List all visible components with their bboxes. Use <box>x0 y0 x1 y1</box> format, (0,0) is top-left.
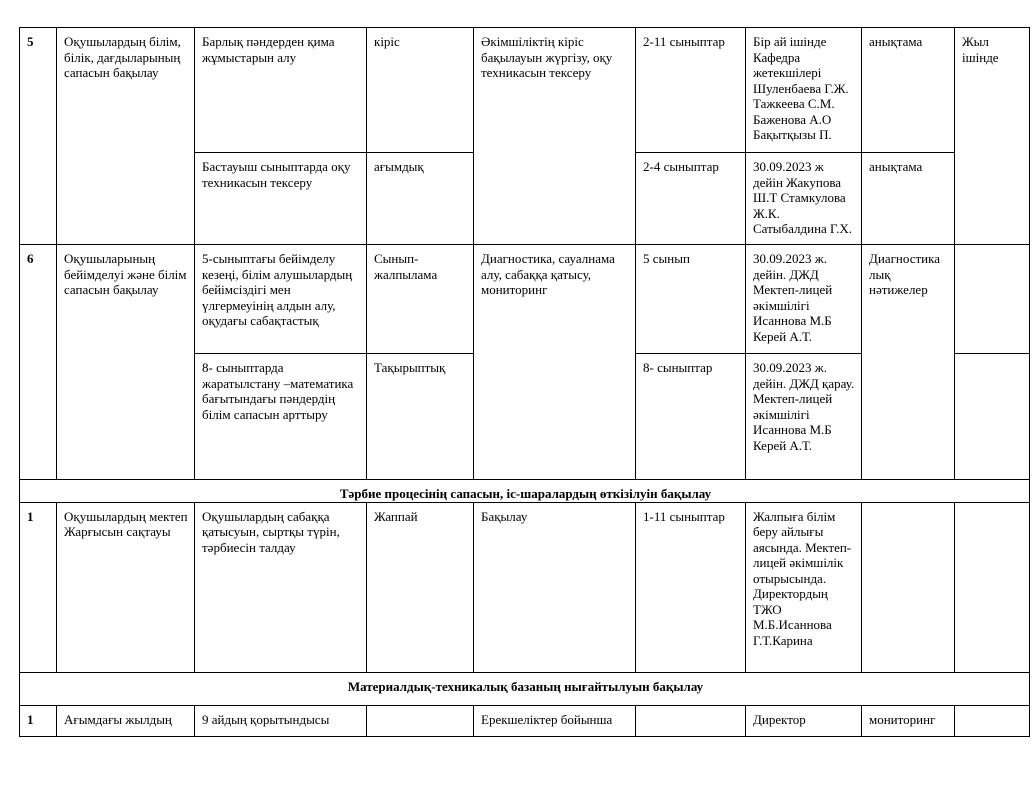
type-cell: ағымдық <box>367 153 474 245</box>
row-number-cell: 1 <box>20 705 57 736</box>
type-cell: Жаппай <box>367 502 474 672</box>
method-cell: Диагностика, сауалнама алу, сабаққа қатысу, мониторинг <box>474 245 636 480</box>
type-cell: кіріс <box>367 28 474 153</box>
classes-cell: 2-11 сыныптар <box>636 28 746 153</box>
content-cell: Оқушылардың сабаққа қатысуын, сыртқы түрін, тәрбиесін талдау <box>195 502 367 672</box>
result-cell: мониторинг <box>862 705 955 736</box>
content-cell: Бастауыш сыныптарда оқу техникасын тексеру <box>195 153 367 245</box>
responsible-cell: Директор <box>746 705 862 736</box>
classes-cell: 5 сынып <box>636 245 746 354</box>
type-cell: Сынып-жалпылама <box>367 245 474 354</box>
section-row <box>20 672 1030 705</box>
table-row <box>20 502 1030 672</box>
type-cell <box>367 705 474 736</box>
result-cell: анықтама <box>862 28 955 153</box>
content-cell: 5-сыныптағы бейімделу кезеңі, білім алушылардың бейімсіздігі мен үлгермеуінің алдын алу, оқудағы сабақтастық <box>195 245 367 354</box>
deadline-cell <box>955 354 1030 480</box>
topic-cell: Ағымдағы жылдың <box>57 705 195 736</box>
responsible-cell: Жалпыға білім беру айлығы аясында. Мектеп-лицей әкімшілік отырысында. Директордың ТЖО М.Б.Исаннова Г.Т.Карина <box>746 502 862 672</box>
table-row <box>20 245 1030 354</box>
method-cell: Ерекшеліктер бойынша <box>474 705 636 736</box>
content-cell: 8- сыныптарда жаратылстану –математика бағытындағы пәндердің білім сапасын арттыру <box>195 354 367 480</box>
type-cell: Тақырыптық <box>367 354 474 480</box>
row-number-cell: 5 <box>20 28 57 245</box>
responsible-cell: Бір ай ішінде Кафедра жетекшілері Шуленбаева Г.Ж. Тажкеева С.М. Баженова А.О Бақытқызы П. <box>746 28 862 153</box>
responsible-cell: 30.09.2023 ж. дейін. ДЖД Мектеп-лицей әкімшілігі Исаннова М.Б Керей А.Т. <box>746 245 862 354</box>
section-row <box>20 480 1030 503</box>
row-number-cell: 1 <box>20 502 57 672</box>
deadline-cell <box>955 245 1030 354</box>
row-number-cell: 6 <box>20 245 57 480</box>
section-title: Тәрбие процесінің сапасын, іс-шаралардың өткізілуін бақылау <box>20 480 1030 503</box>
result-cell <box>862 502 955 672</box>
topic-cell: Оқушыларының бейімделуі және білім сапасын бақылау <box>57 245 195 480</box>
table-row <box>20 28 1030 153</box>
method-cell: Бақылау <box>474 502 636 672</box>
responsible-cell: 30.09.2023 ж. дейін. ДЖД қарау. Мектеп-лицей әкімшілігі Исаннова М.Б Керей А.Т. <box>746 354 862 480</box>
deadline-cell: Жыл ішінде <box>955 28 1030 245</box>
classes-cell: 1-11 сыныптар <box>636 502 746 672</box>
deadline-cell <box>955 502 1030 672</box>
section-title: Материалдық-техникалық базаның нығайтылуын бақылау <box>20 672 1030 705</box>
classes-cell <box>636 705 746 736</box>
result-cell: анықтама <box>862 153 955 245</box>
table-row <box>20 705 1030 736</box>
deadline-cell <box>955 705 1030 736</box>
topic-cell: Оқушылардың мектеп Жарғысын сақтауы <box>57 502 195 672</box>
classes-cell: 8- сыныптар <box>636 354 746 480</box>
content-cell: Барлық пәндерден қима жұмыстарын алу <box>195 28 367 153</box>
content-cell: 9 айдың қорытындысы <box>195 705 367 736</box>
responsible-cell: 30.09.2023 ж дейін Жакупова Ш.Т Стамкулова Ж.К. Сатыбалдина Г.Х. <box>746 153 862 245</box>
control-plan-table <box>19 27 1030 737</box>
result-cell: Диагностика лық нәтижелер <box>862 245 955 480</box>
method-cell: Әкімшіліктің кіріс бақылауын жүргізу, оқу техникасын тексеру <box>474 28 636 245</box>
topic-cell: Оқушылардың білім, білік, дағдыларының сапасын бақылау <box>57 28 195 245</box>
classes-cell: 2-4 сыныптар <box>636 153 746 245</box>
